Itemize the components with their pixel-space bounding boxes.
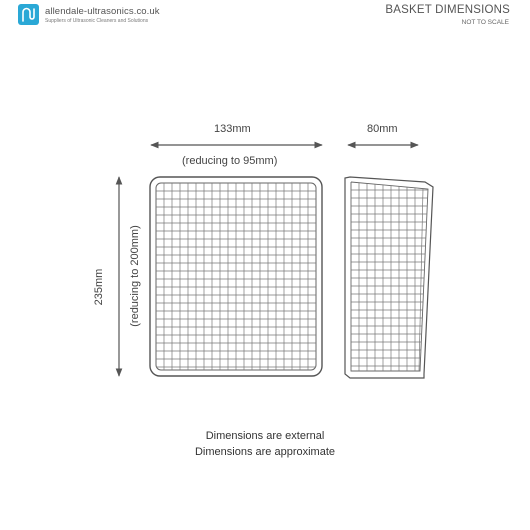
height-reducing-label: (reducing to 200mm) [129,225,141,327]
width-label: 133mm [214,123,251,135]
height-label: 235mm [93,268,105,306]
basket-front-view [150,177,322,376]
basket-side-view [345,177,433,378]
brand-name: allendale-ultrasonics.co.uk [45,6,160,17]
page-title: BASKET DIMENSIONS [385,4,510,16]
note-approximate: Dimensions are approximate [194,446,335,458]
width-reducing-label: (reducing to 95mm) [182,155,278,167]
brand-tagline: Suppliers of Ultrasonic Cleaners and Solutions [45,18,149,24]
page-subtitle: NOT TO SCALE [461,19,509,26]
note-external: Dimensions are external [205,430,325,442]
depth-label: 80mm [367,123,398,135]
